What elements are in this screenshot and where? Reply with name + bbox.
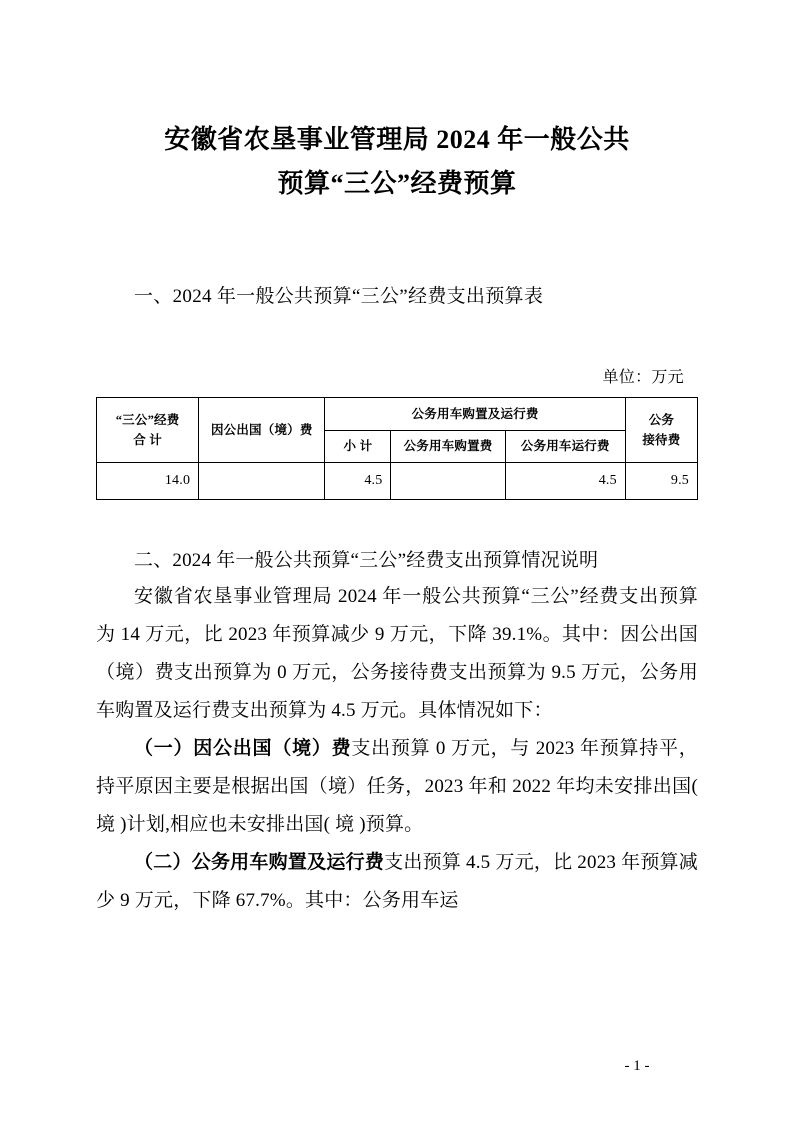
header-reception (625, 398, 697, 463)
header-vehicle-group: 公务用车购置及运行费 (325, 398, 625, 431)
cell-reception: 9.5 (625, 463, 697, 500)
paragraph-overview: 安徽省农垦事业管理局 2024 年一般公共预算“三公”经费支出预算为 14 万元，比 2023 年预算减少 9 万元，下降 39.1%。其中：因公出国（境）费支出预算为 0 万元，公务接待费支出预算为 9.5 万元，公务用车购置及运行费支出预算为 4.5 万元。具体情况如下： (96, 586, 698, 721)
budget-table (96, 397, 698, 500)
page-title-line-2: 预算“三公”经费预算 (277, 169, 517, 198)
cell-vehicle-operation: 4.5 (505, 463, 625, 500)
unit-label: 单位：万元 (602, 369, 684, 386)
page-number: - 1 - (624, 1058, 650, 1074)
header-total (97, 398, 199, 463)
page-title-line-1: 安徽省农垦事业管理局 2024 年一般公共 (164, 125, 630, 154)
cell-abroad (199, 463, 325, 500)
header-vehicle-purchase: 公务用车购置费 (391, 430, 505, 463)
section-heading-one: 一、2024 年一般公共预算“三公”经费支出预算表 (134, 286, 544, 307)
header-vehicle-subtotal: 小 计 (325, 430, 391, 463)
paragraph-item-one-lead: （一）因公出国（境）费 (134, 738, 352, 759)
header-reception-line-1: 公务 (648, 413, 675, 427)
header-abroad: 因公出国（境）费 (199, 398, 325, 463)
page-title (96, 118, 698, 206)
paragraph-item-two-lead: （二）公务用车购置及运行费 (134, 852, 385, 873)
paragraph-item-two (96, 844, 698, 920)
table-row (97, 463, 698, 500)
cell-vehicle-subtotal: 4.5 (325, 463, 391, 500)
header-vehicle-operation: 公务用车运行费 (505, 430, 625, 463)
header-total-line-1: “三公”经费 (115, 413, 180, 427)
paragraph-item-one-body: 支出预算 0 万元，与 2023 年预算持平，持平原因主要是根据出国（境）任务，2023 年和 2022 年均未安排出国( 境 )计划,相应也未安排出国( 境 )预算。 (96, 738, 699, 835)
paragraph-item-two-body: 支出预算 4.5 万元，比 2023 年预算减少 9 万元，下降 67.7%。其中：公务用车运 (96, 852, 698, 911)
cell-vehicle-purchase (391, 463, 505, 500)
cell-total: 14.0 (97, 463, 199, 500)
paragraph-item-one (96, 730, 698, 844)
header-total-line-2: 合 计 (133, 433, 162, 447)
table-header-row-1 (97, 398, 698, 431)
header-reception-line-2: 接待费 (642, 433, 681, 447)
section-heading-two: 二、2024 年一般公共预算“三公”经费支出预算情况说明 (134, 550, 599, 571)
